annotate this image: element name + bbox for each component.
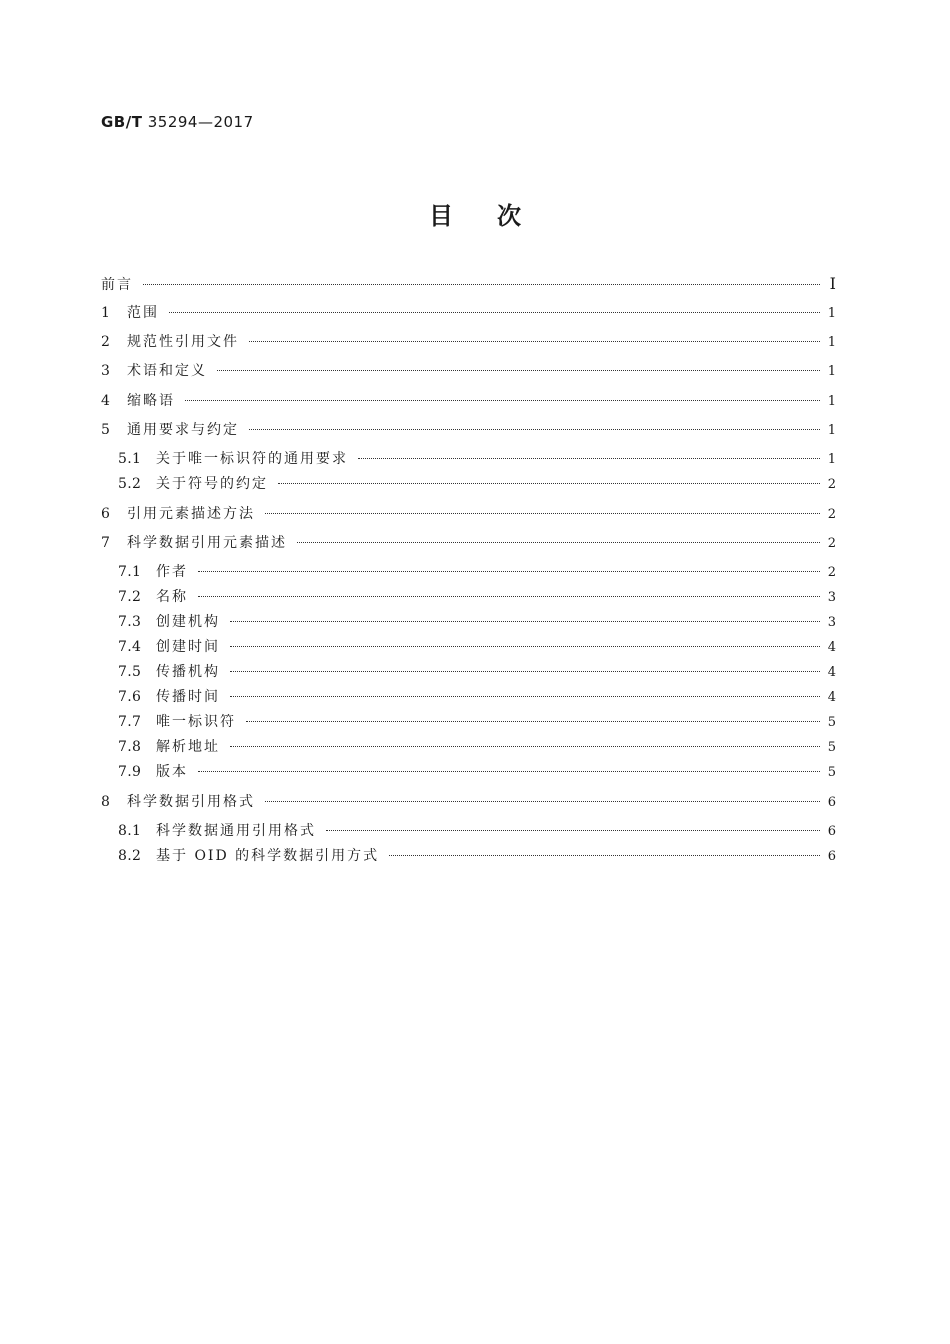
toc-entry-7-8[interactable] — [118, 737, 836, 757]
dot-leader — [389, 855, 820, 856]
page-title: 目次 — [429, 202, 565, 230]
toc-entry-7-4[interactable] — [118, 637, 836, 657]
toc-entry-page: 5 — [827, 715, 836, 730]
dot-leader — [230, 646, 820, 647]
toc-entry-title: 缩略语 — [127, 393, 175, 409]
toc-entry-7-2[interactable] — [118, 587, 836, 607]
dot-leader — [230, 671, 820, 672]
toc-entry-8-1[interactable] — [118, 821, 836, 841]
toc-entry-7-9[interactable] — [118, 762, 836, 782]
toc-entry-page: 2 — [827, 565, 836, 580]
toc-entry-title: 范围 — [127, 305, 159, 321]
toc-entry-title: 解析地址 — [156, 739, 220, 755]
toc-entry-5-2[interactable] — [118, 474, 836, 494]
toc-entry-page: 1 — [827, 452, 836, 467]
toc-entry-page: 2 — [827, 477, 836, 492]
toc-entry-7[interactable] — [101, 533, 836, 553]
toc-entry-title: 规范性引用文件 — [127, 334, 239, 350]
toc-entry-number: 7.8 — [118, 739, 142, 755]
toc-entry-foreword[interactable] — [101, 274, 836, 294]
toc-entry-title: 科学数据引用元素描述 — [127, 535, 287, 551]
toc-entry-page: 5 — [827, 765, 836, 780]
toc-entry-title: 科学数据通用引用格式 — [156, 823, 316, 839]
toc-entry-page: 1 — [827, 423, 836, 438]
toc-entry-page: 4 — [827, 690, 836, 705]
toc-entry-8[interactable] — [101, 792, 836, 812]
dot-leader — [198, 571, 820, 572]
dot-leader — [230, 746, 820, 747]
toc-entry-5-1[interactable] — [118, 449, 836, 469]
toc-entry-title: 引用元素描述方法 — [127, 506, 255, 522]
toc-entry-number: 4 — [101, 393, 111, 409]
toc-entry-7-5[interactable] — [118, 662, 836, 682]
toc-entry-title: 传播时间 — [156, 689, 220, 705]
dot-leader — [249, 429, 820, 430]
toc-entry-title: 传播机构 — [156, 664, 220, 680]
toc-entry-number: 7.2 — [118, 589, 142, 605]
standard-prefix: GB/T — [101, 113, 143, 131]
toc-entry-5[interactable] — [101, 420, 836, 440]
toc-entry-page: 5 — [827, 740, 836, 755]
dot-leader — [143, 284, 820, 285]
toc-entry-page: 1 — [827, 306, 836, 321]
dot-leader — [249, 341, 820, 342]
toc-entry-6[interactable] — [101, 504, 836, 524]
toc-entry-page: 6 — [827, 849, 836, 864]
toc-entry-7-3[interactable] — [118, 612, 836, 632]
dot-leader — [246, 721, 820, 722]
toc-entry-page: 3 — [827, 615, 836, 630]
toc-entry-number: 7.9 — [118, 764, 142, 780]
dot-leader — [265, 801, 820, 802]
toc-entry-page: 4 — [827, 665, 836, 680]
toc-entry-number: 7.3 — [118, 614, 142, 630]
toc-entry-page: 3 — [827, 590, 836, 605]
dot-leader — [230, 696, 820, 697]
toc-entry-page: 6 — [827, 795, 836, 810]
dot-leader — [278, 483, 820, 484]
toc-entry-title: 前言 — [101, 277, 133, 293]
toc-entry-number: 6 — [101, 506, 111, 522]
toc-entry-3[interactable] — [101, 361, 836, 381]
toc-entry-title: 作者 — [156, 564, 188, 580]
toc-entry-title: 通用要求与约定 — [127, 422, 239, 438]
toc-entry-page: 2 — [827, 536, 836, 551]
dot-leader — [185, 400, 820, 401]
toc-entry-number: 1 — [101, 305, 111, 321]
toc-entry-page: 6 — [827, 824, 836, 839]
toc-entry-title: 名称 — [156, 589, 188, 605]
toc-entry-2[interactable] — [101, 332, 836, 352]
toc-entry-title: 基于 OID 的科学数据引用方式 — [156, 848, 380, 864]
toc-entry-page: 2 — [827, 507, 836, 522]
toc-entry-number: 7.6 — [118, 689, 142, 705]
toc-entry-title: 创建时间 — [156, 639, 220, 655]
toc-entry-number: 7 — [101, 535, 111, 551]
toc-entry-1[interactable] — [101, 303, 836, 323]
toc-entry-number: 7.4 — [118, 639, 142, 655]
toc-entry-title: 关于唯一标识符的通用要求 — [156, 451, 348, 467]
toc-entry-title: 唯一标识符 — [156, 714, 236, 730]
toc-entry-page: 1 — [827, 394, 836, 409]
dot-leader — [265, 513, 820, 514]
toc-entry-title: 创建机构 — [156, 614, 220, 630]
toc-entry-number: 8.2 — [118, 848, 142, 864]
toc-entry-number: 3 — [101, 363, 111, 379]
toc-entry-8-2[interactable] — [118, 846, 836, 866]
dot-leader — [198, 771, 820, 772]
toc-entry-number: 8.1 — [118, 823, 142, 839]
toc-entry-number: 7.7 — [118, 714, 142, 730]
toc-entry-page: I — [829, 274, 836, 293]
toc-entry-number: 2 — [101, 334, 111, 350]
toc-entry-title: 科学数据引用格式 — [127, 794, 255, 810]
toc-entry-title: 关于符号的约定 — [156, 476, 268, 492]
toc-entry-7-6[interactable] — [118, 687, 836, 707]
toc-entry-number: 5.2 — [118, 476, 142, 492]
toc-entry-4[interactable] — [101, 391, 836, 411]
toc-entry-number: 8 — [101, 794, 111, 810]
dot-leader — [326, 830, 820, 831]
toc-entry-number: 5 — [101, 422, 111, 438]
dot-leader — [358, 458, 820, 459]
toc-entry-page: 4 — [827, 640, 836, 655]
toc-entry-number: 7.1 — [118, 564, 142, 580]
toc-entry-page: 1 — [827, 364, 836, 379]
toc-entry-7-7[interactable] — [118, 712, 836, 732]
standard-number: 35294—2017 — [147, 113, 254, 131]
dot-leader — [297, 542, 820, 543]
toc-entry-7-1[interactable] — [118, 562, 836, 582]
dot-leader — [217, 370, 820, 371]
dot-leader — [230, 621, 820, 622]
toc-entry-title: 术语和定义 — [127, 363, 207, 379]
dot-leader — [169, 312, 820, 313]
toc-entry-number: 5.1 — [118, 451, 142, 467]
toc-entry-title: 版本 — [156, 764, 188, 780]
dot-leader — [198, 596, 820, 597]
toc-entry-page: 1 — [827, 335, 836, 350]
toc-entry-number: 7.5 — [118, 664, 142, 680]
